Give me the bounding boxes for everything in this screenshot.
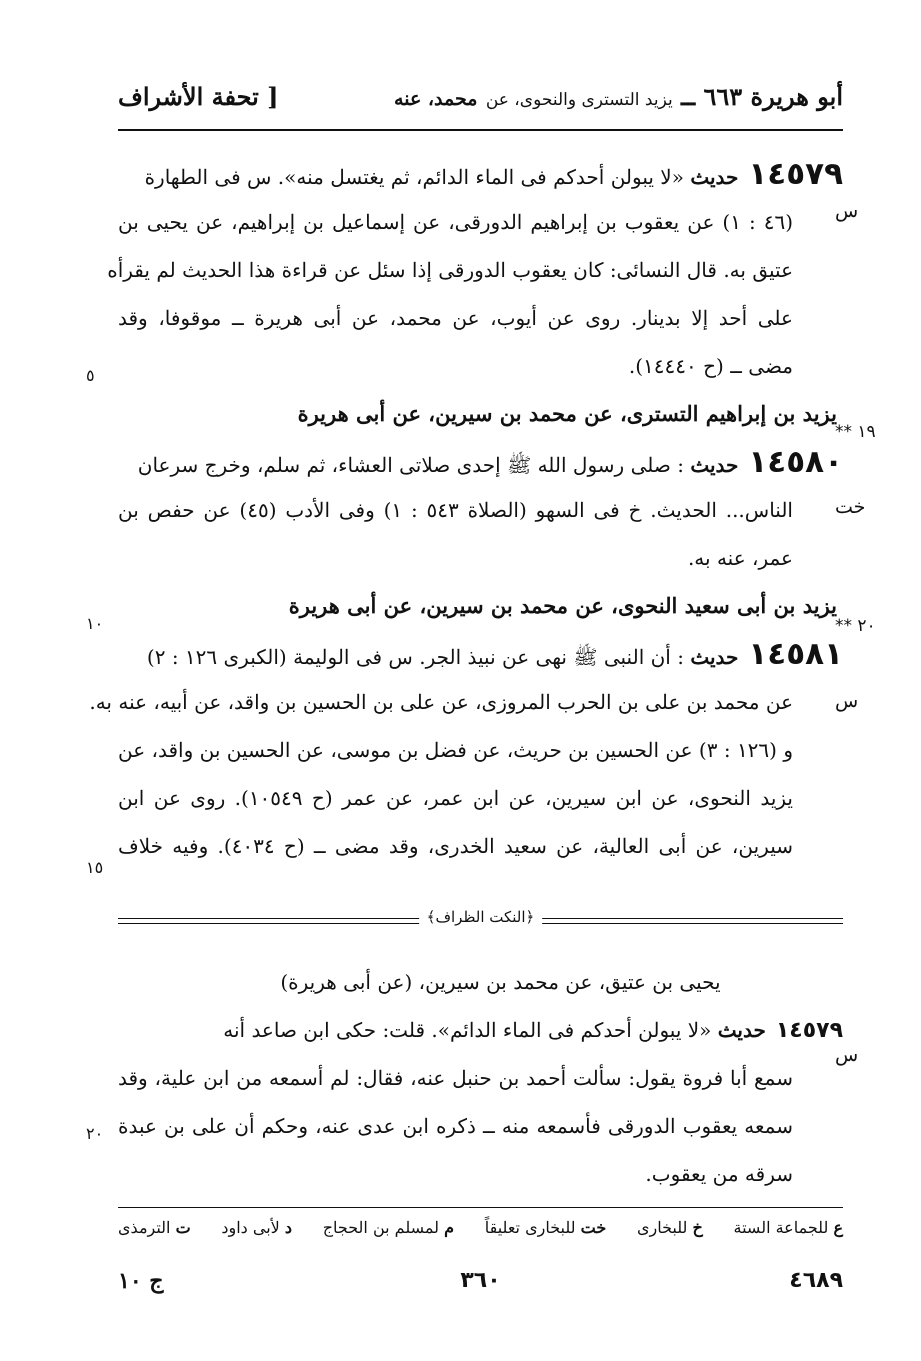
- hadith-number: ١٤٥٨٠: [748, 444, 843, 480]
- line-number: ١٥: [86, 858, 104, 877]
- abbr-item: د لأبى داود: [221, 1218, 292, 1237]
- text-line: عن محمد بن على بن الحرب المروزى، عن على بن الحسين بن واقد، عن أبيه، عنه به.: [89, 690, 793, 714]
- text-line: مضى ــ (ح ١٤٤٤٠).: [628, 354, 793, 378]
- narrator-chain-heading: يزيد بن أبى سعيد النحوى، عن محمد بن سيرين، عن أبى هريرة: [288, 593, 837, 618]
- header-volume-chain: أبو هريرة ٦٦٣ ــ يزيد التسترى والنحوى، عن محمد، عنه: [394, 82, 843, 111]
- abbr-item: م لمسلم بن الحجاج: [322, 1218, 455, 1237]
- margin-siglum: س: [835, 1044, 859, 1066]
- text-line: و (١٢٦ : ٣) عن الحسين بن حريث، عن فضل بن موسى، عن الحسين بن واقد، عن: [118, 738, 794, 762]
- abbr-item: ت الترمذى: [118, 1218, 191, 1237]
- line-number: ٢٠: [86, 1124, 104, 1143]
- sequence-number: ٤٦٨٩: [789, 1268, 843, 1293]
- entry-heading: ١٤٥٨٠حديث : صلى رسول الله ﷺ إحدى صلاتى العشاء، ثم سلم، وخرج سرعان: [137, 444, 843, 480]
- page-number: ٣٦٠: [460, 1268, 501, 1293]
- text-line: سمعه يعقوب الدورقى فأسمعه منه ــ ذكره ابن عدى عنه، وحكم أن على بن عبدة: [118, 1114, 793, 1138]
- narrator-chain-heading: يزيد بن إبراهيم التسترى، عن محمد بن سيرين، عن أبى هريرة: [297, 401, 837, 426]
- text-line: على أحد إلا بدينار. روى عن أيوب، عن محمد، عن أبى هريرة ــ موقوفا، وقد: [118, 306, 793, 330]
- page-footer: [118, 1268, 843, 1304]
- abbr-item: خ للبخارى: [636, 1218, 703, 1237]
- footer-rule: [118, 1207, 843, 1208]
- text-line: سمع أبا فروة يقول: سألت أحمد بن حنبل عنه، فقال: لم أسمعه من ابن علية، وقد: [118, 1066, 793, 1090]
- entry-heading: ١٤٥٧٩حديث «لا يبولن أحدكم فى الماء الدائم». قلت: حكى ابن صاعد أنه: [223, 1018, 843, 1043]
- abbr-item: ع للجماعة الستة: [733, 1218, 843, 1237]
- section-divider: [118, 908, 843, 938]
- text-line: سرقه من يعقوب.: [645, 1162, 793, 1186]
- line-number: ١٠: [86, 614, 104, 633]
- abbreviation-key: [118, 1218, 843, 1252]
- text-line: يزيد النحوى، عن ابن سيرين، عن ابن عمر، عن عمر (ح ١٠٥٤٩). روى عن ابن: [118, 786, 793, 810]
- text-line: عمر، عنه به.: [687, 546, 793, 570]
- divider-label: ﴿النكت الظراف﴾: [419, 908, 543, 926]
- text-line: عتيق به. قال النسائى: كان يعقوب الدورقى إذا سئل عن قراءة هذا الحديث لم يقرأه: [107, 258, 793, 282]
- section-marker: ٢٠ **: [835, 616, 876, 636]
- hadith-number: ١٤٥٧٩: [775, 1018, 843, 1043]
- text-line: (٤٦ : ١) عن يعقوب بن إبراهيم الدورقى، عن إسماعيل بن إبراهيم، عن يحيى بن: [118, 210, 793, 234]
- hadith-number: ١٤٥٧٩: [748, 156, 843, 192]
- entry-heading: ١٤٥٧٩حديث «لا يبولن أحدكم فى الماء الدائم، ثم يغتسل منه». س فى الطهارة: [144, 156, 843, 192]
- nukat-text: [118, 958, 843, 1198]
- header-chain-name: محمد، عنه: [394, 88, 478, 110]
- hadith-number: ١٤٥٨١: [748, 636, 843, 672]
- text-line: سيرين، عن أبى العالية، عن سعيد الخدرى، وقد مضى ــ (ح ٤٠٣٤). وفيه خلاف: [118, 834, 793, 858]
- margin-siglum: خت: [835, 496, 866, 518]
- header-rule: [118, 129, 843, 131]
- abbr-item: خت للبخارى تعليقاً: [484, 1218, 607, 1237]
- nukat-intro: يحيى بن عتيق، عن محمد بن سيرين، (عن أبى هريرة): [280, 970, 721, 994]
- line-number: ٥: [86, 366, 95, 385]
- text-line: الناس... الحديث. خ فى السهو (الصلاة ٥٤٣ : ١) وفى الأدب (٤٥) عن حفص بن: [118, 498, 793, 522]
- section-marker: ١٩ **: [835, 422, 876, 442]
- running-header: [118, 74, 843, 124]
- volume-number: ج ١٠: [118, 1268, 164, 1294]
- margin-siglum: س: [835, 690, 859, 712]
- header-volume-title: أبو هريرة ٦٦٣: [703, 82, 843, 111]
- margin-siglum: س: [835, 200, 859, 222]
- entry-heading: ١٤٥٨١حديث : أن النبى ﷺ نهى عن نبيذ الجر. س فى الوليمة (الكبرى ١٢٦ : ٢): [146, 636, 843, 672]
- header-book-title: [ تحفة الأشراف: [118, 82, 279, 111]
- header-chain: يزيد التسترى والنحوى، عن: [485, 90, 673, 110]
